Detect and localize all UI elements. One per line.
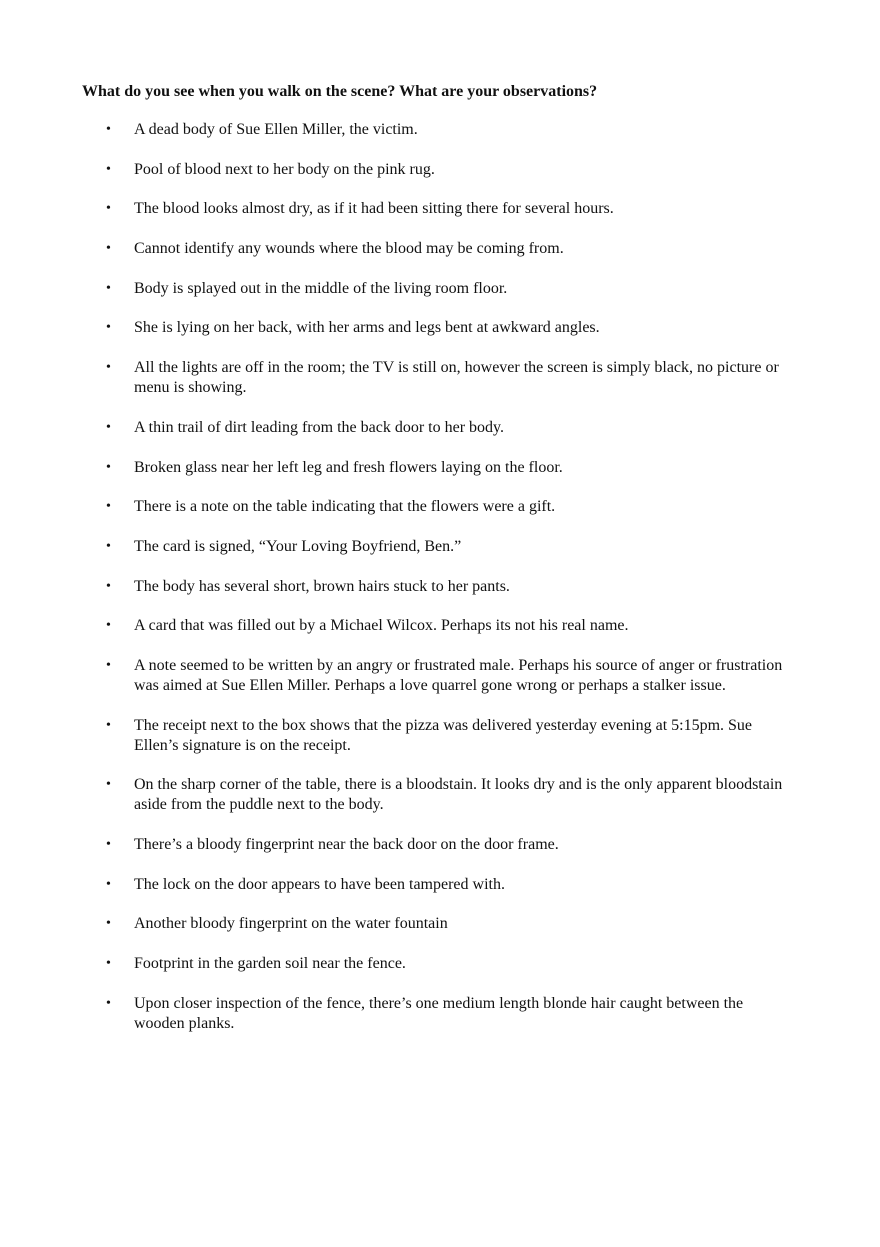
list-item [0,318,794,338]
list-item [0,716,794,756]
bullet-icon: • [106,717,111,733]
bullet-icon: • [106,201,111,217]
list-item [0,656,794,696]
observation-text: A thin trail of dirt leading from the back door to her body. [134,418,504,436]
bullet-icon: • [106,161,111,177]
bullet-icon: • [106,419,111,435]
list-item [0,279,794,299]
observation-text: Footprint in the garden soil near the fence. [134,955,406,973]
page-heading: What do you see when you walk on the scene? What are your observations? [82,83,598,100]
bullet-icon: • [106,837,111,852]
bullet-icon: • [106,280,111,296]
list-item [0,537,794,557]
observation-text: The body has several short, brown hairs stuck to her pants. [134,577,510,595]
list-item [0,358,794,398]
bullet-icon: • [106,538,111,554]
bullet-icon: • [106,777,111,793]
bullet-icon: • [106,459,111,475]
bullet-icon: • [106,956,111,972]
observation-text: Upon closer inspection of the fence, there’s one medium length blonde hair caught between the wooden planks. [134,994,744,1032]
list-item [0,160,794,180]
observation-text: A note seemed to be written by an angry or frustrated male. Perhaps his source of anger or frustration was aimed at Sue Ellen Miller. Perhaps a love quarrel gone wrong or perhaps a stalker issue. [134,656,783,694]
observation-text: On the sharp corner of the table, there is a bloodstain. It looks dry and is the only apparent bloodstain aside from the puddle next to the body. [134,776,783,814]
bullet-icon: • [106,995,111,1011]
bullet-icon: • [106,360,111,376]
bullet-icon: • [106,320,111,336]
bullet-icon: • [106,876,111,892]
list-item [0,954,794,974]
list-item [0,835,794,855]
list-item [0,914,794,934]
observation-text: There is a note on the table indicating that the flowers were a gift. [134,498,556,516]
list-item [0,458,794,478]
observation-text: The receipt next to the box shows that the pizza was delivered yesterday evening at 5:15pm. Sue Ellen’s signature is on the receipt. [134,716,753,754]
bullet-icon: • [106,916,111,932]
observation-text: There’s a bloody fingerprint near the back door on the door frame. [134,836,559,853]
observation-text: A dead body of Sue Ellen Miller, the victim. [134,121,418,138]
list-item [0,239,794,259]
list-item [0,775,794,815]
observation-text: Cannot identify any wounds where the blood may be coming from. [134,240,564,258]
observation-text: All the lights are off in the room; the TV is still on, however the screen is simply black, no picture or menu is showing. [134,359,779,397]
bullet-icon: • [106,657,111,673]
list-item [0,418,794,438]
observation-text: The blood looks almost dry, as if it had been sitting there for several hours. [134,200,614,218]
observation-text: She is lying on her back, with her arms and legs bent at awkward angles. [134,319,600,337]
observation-text: Body is splayed out in the middle of the living room floor. [134,279,508,297]
observation-text: Broken glass near her left leg and fresh flowers laying on the floor. [134,458,563,476]
list-item [0,577,794,597]
list-item [0,120,794,140]
list-item [0,616,794,636]
observation-text: The lock on the door appears to have been tampered with. [134,875,505,893]
observation-text: Pool of blood next to her body on the pink rug. [134,160,435,178]
observation-text: Another bloody fingerprint on the water fountain [134,915,448,933]
observation-text: A card that was filled out by a Michael Wilcox. Perhaps its not his real name. [134,617,629,635]
bullet-icon: • [106,241,111,257]
bullet-icon: • [106,122,111,137]
list-item [0,497,794,517]
bullet-icon: • [106,499,111,515]
observation-text: The card is signed, “Your Loving Boyfriend, Ben.” [134,537,462,555]
bullet-icon: • [106,618,111,634]
bullet-icon: • [106,578,111,594]
list-item [0,199,794,219]
list-item [0,994,794,1034]
list-item [0,875,794,895]
observation-list [0,120,880,1053]
